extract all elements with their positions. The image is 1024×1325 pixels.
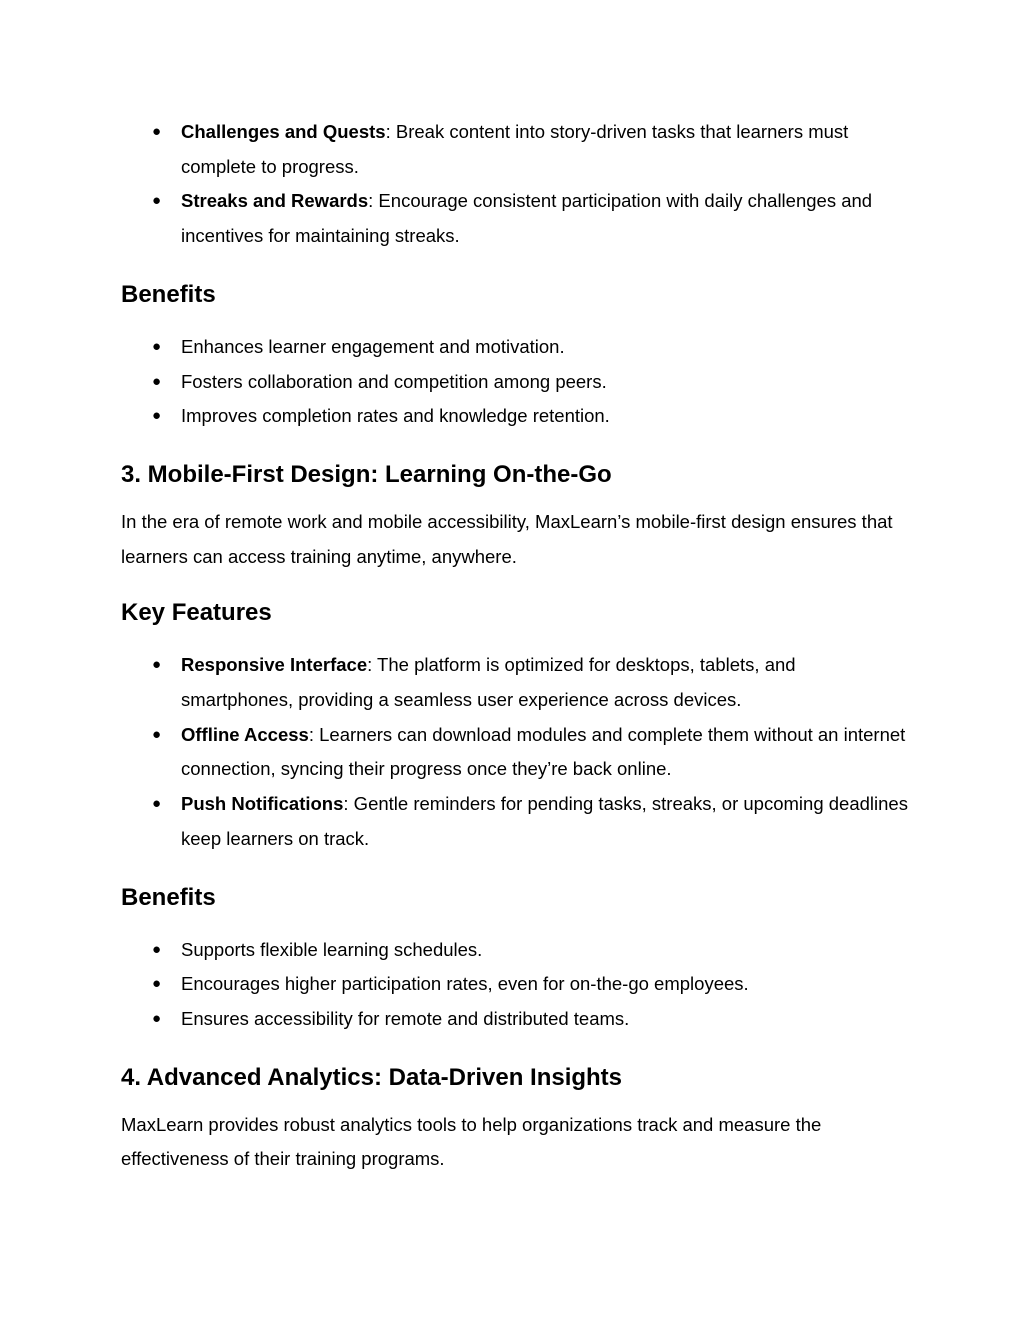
list-item-term: Responsive Interface: [181, 654, 368, 676]
bullet-icon: ●: [152, 795, 162, 813]
benefits-heading: Benefits: [121, 883, 216, 911]
list-item-text: : Learners can download modules and complete them without an internet connection, syncing their progress once they’re back online.: [181, 723, 906, 780]
section-heading: 3. Mobile-First Design: Learning On-the-Go: [121, 460, 612, 488]
bullet-icon: ●: [152, 372, 162, 390]
document-content: [121, 115, 911, 1177]
list-item-text: : Encourage consistent participation with daily challenges and incentives for maintaining streaks.: [181, 190, 873, 247]
section-paragraph: In the era of remote work and mobile accessibility, MaxLearn’s mobile-first design ensures that learners can access training anytime, anywhere.: [121, 510, 893, 567]
list-item: [121, 967, 911, 1002]
list-item: [121, 330, 911, 365]
key-features-heading: Key Features: [121, 599, 272, 627]
benefits-list: [121, 933, 911, 1037]
list-item: [121, 115, 911, 184]
gamification-feature-list: [121, 115, 911, 254]
list-item-text: Supports flexible learning schedules.: [181, 938, 483, 960]
list-item-text: Fosters collaboration and competition among peers.: [181, 370, 607, 392]
list-item-text: Improves completion rates and knowledge retention.: [181, 405, 610, 427]
list-item: [121, 399, 911, 434]
list-item: [121, 184, 911, 253]
list-item-text: : The platform is optimized for desktops, tablets, and smartphones, providing a seamless user experience across devices.: [181, 654, 796, 711]
list-item-term: Push Notifications: [181, 793, 344, 815]
section-paragraph: MaxLearn provides robust analytics tools to help organizations track and measure the effectiveness of their training programs.: [121, 1113, 822, 1170]
bullet-icon: ●: [152, 123, 162, 140]
key-features-list: [121, 648, 911, 856]
list-item: [121, 718, 911, 787]
list-item-term: Streaks and Rewards: [181, 190, 369, 212]
list-item: [121, 1002, 911, 1037]
bullet-icon: ●: [152, 656, 162, 674]
benefits-heading: Benefits: [121, 280, 216, 308]
list-item: [121, 648, 911, 717]
bullet-icon: ●: [152, 975, 162, 993]
list-item: [121, 365, 911, 400]
list-item-text: Encourages higher participation rates, even for on-the-go employees.: [181, 973, 749, 995]
bullet-icon: ●: [152, 725, 162, 743]
section-heading: 4. Advanced Analytics: Data-Driven Insights: [121, 1063, 623, 1091]
bullet-icon: ●: [152, 192, 162, 210]
benefits-list: [121, 330, 911, 434]
list-item-term: Challenges and Quests: [181, 121, 386, 142]
bullet-icon: ●: [152, 1009, 162, 1027]
list-item-text: Enhances learner engagement and motivation.: [181, 335, 565, 357]
list-item-text: Ensures accessibility for remote and distributed teams.: [181, 1007, 630, 1029]
list-item-text: : Gentle reminders for pending tasks, streaks, or upcoming deadlines keep learners on track.: [181, 793, 908, 849]
list-item-term: Offline Access: [181, 723, 309, 745]
bullet-icon: ●: [152, 337, 162, 355]
list-item: [121, 787, 911, 856]
list-item: [121, 933, 911, 968]
list-item-text: : Break content into story-driven tasks that learners must complete to progress.: [181, 121, 849, 177]
bullet-icon: ●: [152, 407, 162, 425]
bullet-icon: ●: [152, 940, 162, 958]
